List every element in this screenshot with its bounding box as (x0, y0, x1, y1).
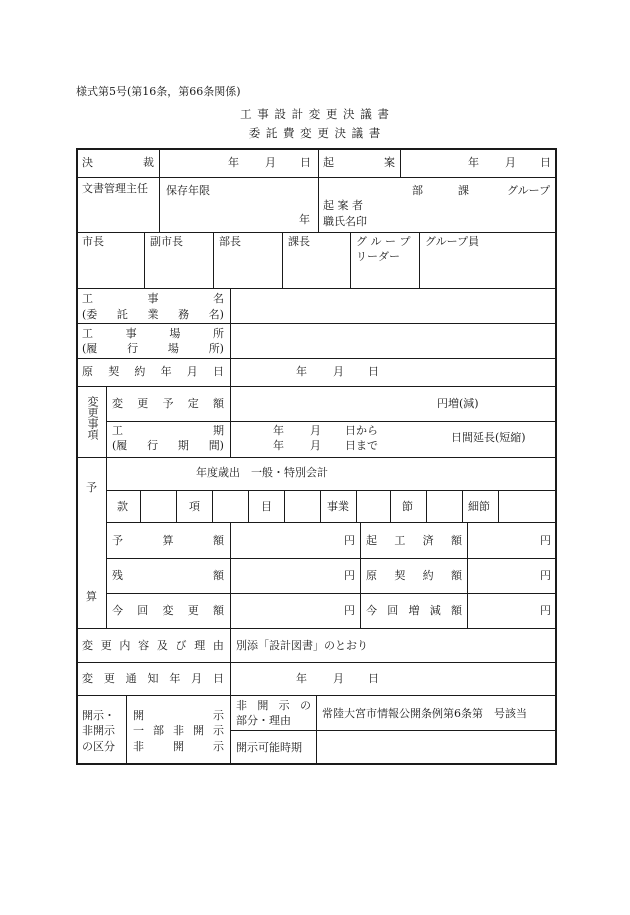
project-name-label: 工 事 名 (82, 292, 224, 305)
yen-increase-label: 円増(減) (437, 397, 479, 410)
col-divider (159, 148, 160, 232)
budget-amount-label: 予 算 額 (112, 534, 224, 547)
col-divider (360, 522, 361, 628)
row-divider (76, 662, 557, 663)
kessai-month: 月 (265, 156, 276, 169)
construction-period-label: 工 期 (112, 424, 224, 437)
section-chief-label: 課長 (288, 235, 310, 248)
retention-year-label: 年 (299, 213, 310, 226)
kian-year: 年 (468, 156, 479, 169)
period-to-month: 月 (310, 439, 321, 452)
col-divider (248, 490, 249, 522)
change-notice-date-label: 変 更 通 知 年 月 日 (82, 672, 224, 685)
nondisclosure-reason-label-2: 部分・理由 (236, 714, 291, 727)
disclosure-category-label-1: 開示・ (82, 709, 115, 722)
drafter-label: 起 案 者 (323, 199, 363, 212)
yen-label: 円 (540, 604, 551, 617)
group-leader-label: グ ル ー プ (356, 235, 411, 248)
change-amount-label: 変 更 予 定 額 (112, 397, 224, 410)
col-divider (498, 490, 499, 522)
col-divider (316, 695, 317, 765)
title-name-seal-label: 職氏名印 (323, 215, 367, 228)
col-divider (212, 490, 213, 522)
row-divider (76, 177, 557, 178)
contract-day: 日 (368, 365, 379, 378)
notice-month: 月 (333, 672, 344, 685)
period-to-year: 年 (273, 439, 284, 452)
kian-day: 日 (540, 156, 551, 169)
document-title-commission: 委 託 費 変 更 決 議 書 (248, 126, 382, 140)
ordinance-reference: 常陸大宮市情報公開条例第6条第 号該当 (322, 707, 527, 720)
fiscal-account-label: 年度歳出 一般・特別会計 (196, 466, 328, 479)
disclosure-possible-period-label: 開示可能時期 (236, 741, 302, 754)
yen-label: 円 (540, 569, 551, 582)
nondisclosure-reason-label: 非 開 示 の (236, 699, 311, 712)
budget-ko-label: 項 (189, 500, 200, 513)
col-divider (230, 628, 231, 695)
change-reason-label: 変 更 内 容 及 び 理 由 (82, 639, 224, 652)
row-divider (106, 593, 557, 594)
col-divider (282, 232, 283, 288)
kian-label: 起 案 (323, 156, 395, 169)
original-contract-date-label: 原 契 約 年 月 日 (82, 365, 224, 378)
kessai-year: 年 (228, 156, 239, 169)
change-reason-value: 別添「設計図書」のとおり (236, 639, 368, 652)
row-divider (106, 522, 557, 523)
col-divider (320, 490, 321, 522)
col-divider (230, 522, 231, 628)
period-to-day: 日まで (345, 439, 378, 452)
budget-label-bottom: 算 (86, 590, 97, 603)
row-divider (106, 490, 557, 491)
col-divider (400, 148, 401, 177)
col-divider (230, 695, 231, 765)
commission-name-label: (委 託 業 務 名) (82, 308, 224, 321)
change-items-label: 変更事項 (86, 396, 99, 440)
kian-month: 月 (505, 156, 516, 169)
col-divider (419, 232, 420, 288)
extension-days-label: 日間延長(短縮) (451, 431, 526, 444)
yen-label: 円 (344, 569, 355, 582)
row-divider (76, 358, 557, 359)
col-divider (213, 232, 214, 288)
contract-month: 月 (333, 365, 344, 378)
section-label: 課 (458, 184, 469, 197)
col-divider (144, 232, 145, 288)
performance-period-label: (履 行 期 間) (112, 439, 224, 452)
kessai-day: 日 (300, 156, 311, 169)
deputy-mayor-label: 副市長 (150, 235, 183, 248)
option-partial-nondisclose: 一 部 非 開 示 (133, 724, 224, 737)
option-nondisclose: 非 開 示 (133, 740, 224, 753)
yen-label: 円 (344, 604, 355, 617)
budget-kan-label: 款 (117, 500, 128, 513)
current-change-amount-label: 今 回 変 更 額 (112, 604, 224, 617)
mayor-label: 市長 (82, 235, 104, 248)
row-divider (230, 730, 557, 731)
col-divider (318, 148, 319, 232)
budget-setsu-label: 節 (402, 500, 413, 513)
original-contract-amount-label: 原 契 約 額 (366, 569, 462, 582)
department-label: 部 (412, 184, 423, 197)
col-divider (350, 232, 351, 288)
period-from-month: 月 (310, 424, 321, 437)
notice-year: 年 (296, 672, 307, 685)
col-divider (426, 490, 427, 522)
notice-day: 日 (368, 672, 379, 685)
col-divider (467, 522, 468, 628)
col-divider (106, 386, 107, 628)
period-from-day: 日から (345, 424, 378, 437)
budget-label-top: 予 (86, 481, 97, 494)
row-divider (76, 386, 557, 387)
document-manager-label: 文書管理主任 (82, 182, 148, 195)
disclosure-category-label-3: の区分 (82, 740, 115, 753)
kessai-label: 決 裁 (82, 156, 154, 169)
col-divider (284, 490, 285, 522)
group-label: グループ (507, 184, 551, 197)
period-from-year: 年 (273, 424, 284, 437)
remaining-amount-label: 残 額 (112, 569, 224, 582)
contract-year: 年 (296, 365, 307, 378)
yen-label: 円 (344, 534, 355, 547)
retention-period-label: 保存年限 (166, 184, 210, 197)
current-increase-decrease-label: 今 回 増 減 額 (366, 604, 462, 617)
col-divider (176, 490, 177, 522)
director-label: 部長 (219, 235, 241, 248)
project-location-label: 工 事 場 所 (82, 327, 224, 340)
yen-label: 円 (540, 534, 551, 547)
row-divider (106, 558, 557, 559)
col-divider (462, 490, 463, 522)
option-disclose: 開 示 (133, 709, 224, 722)
col-divider (390, 490, 391, 522)
row-divider (76, 628, 557, 629)
initiated-amount-label: 起 工 済 額 (366, 534, 462, 547)
budget-saisetsu-label: 細節 (468, 500, 490, 513)
col-divider (140, 490, 141, 522)
form-number: 様式第5号(第16条，第66条関係) (76, 85, 241, 98)
row-divider (106, 421, 557, 422)
budget-project-label: 事業 (327, 500, 349, 513)
row-divider (76, 323, 557, 324)
row-divider (76, 232, 557, 233)
col-divider (126, 695, 127, 765)
performance-location-label: (履 行 場 所) (82, 342, 224, 355)
group-leader-label-2: リーダー (356, 250, 400, 263)
document-title-construction: 工 事 設 計 変 更 決 議 書 (240, 107, 390, 121)
col-divider (356, 490, 357, 522)
group-member-label: グループ員 (425, 235, 480, 248)
col-divider (230, 288, 231, 457)
budget-moku-label: 目 (261, 500, 272, 513)
row-divider (76, 288, 557, 289)
row-divider (76, 457, 557, 458)
disclosure-category-label-2: 非開示 (82, 724, 115, 737)
